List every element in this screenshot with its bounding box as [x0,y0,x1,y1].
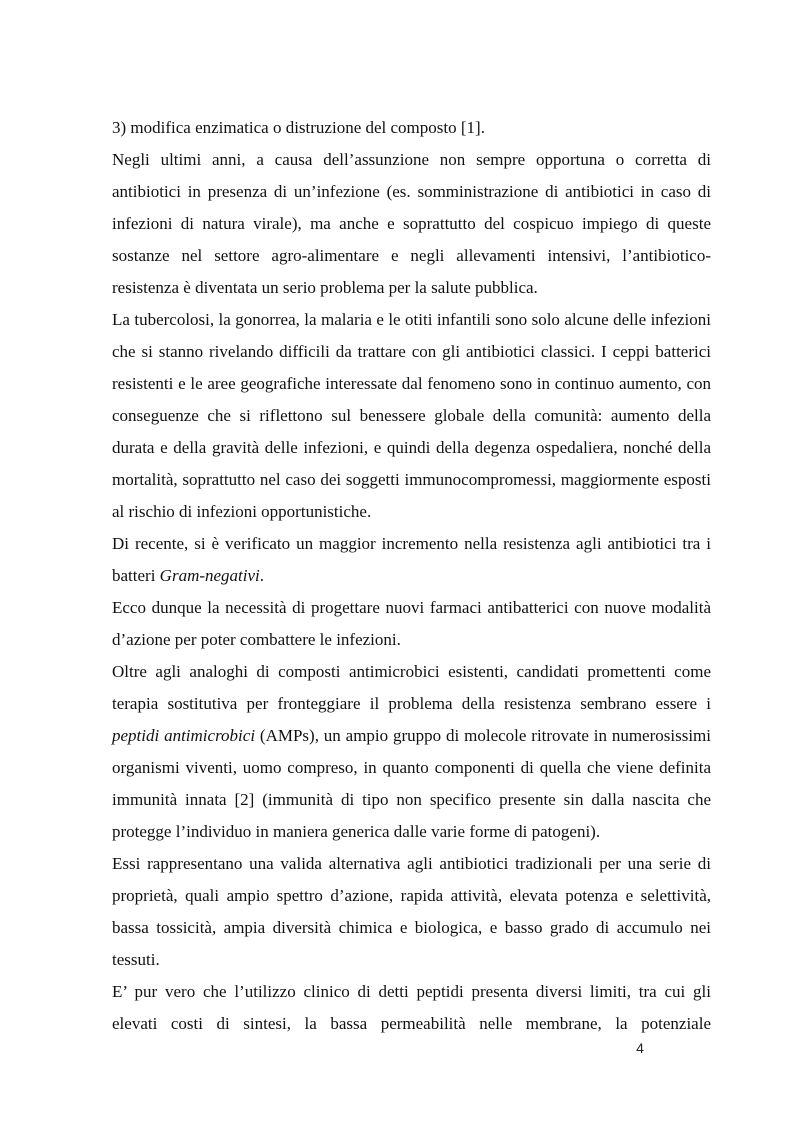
paragraph-8: E’ pur vero che l’utilizzo clinico di detti peptidi presenta diversi limiti, tra cui gli elevati costi di sintesi, la bassa permeabilità nelle membrane, la potenziale [112,982,711,1033]
paragraph-6-text: Oltre agli analoghi di composti antimicrobici esistenti, candidati promettenti come terapia sostitutiva per fronteggiare il problema della resistenza sembrano essere i [112,662,711,713]
paragraph-3: La tubercolosi, la gonorrea, la malaria e le otiti infantili sono solo alcune delle infezioni che si stanno rivelando difficili da trattare con gli antibiotici classici. I ceppi batterici resistenti e le aree geografiche interessate dal fenomeno sono in continuo aumento, con conseguenze che si riflettono sul benessere globale della comunità: aumento della durata e della gravità delle infezioni, e quindi della degenza ospedaliera, nonché della mortalità, soprattutto nel caso dei soggetti immunocompromessi, maggiormente esposti al rischio di infezioni opportunistiche. [112,310,711,521]
paragraph-4 [112,528,711,592]
peptidi-antimicrobici-term: peptidi antimicrobici [112,726,256,745]
paragraph-4-end: . [259,566,265,585]
paragraph-5: Ecco dunque la necessità di progettare nuovi farmaci antibatterici con nuove modalità d’azione per poter combattere le infezioni. [112,598,711,649]
paragraph-7: Essi rappresentano una valida alternativa agli antibiotici tradizionali per una serie di proprietà, quali ampio spettro d’azione, rapida attività, elevata potenza e selettività, bassa tossicità, ampia diversità chimica e biologica, e basso grado di accumulo nei tessuti. [112,854,711,969]
gram-negativi-term: Gram-negativi [159,566,260,585]
page-number: 4 [636,1040,644,1056]
paragraph-4-text: Di recente, si è verificato un maggior incremento nella resistenza agli antibiotici tra i batteri [112,534,711,585]
paragraph-2: Negli ultimi anni, a causa dell’assunzione non sempre opportuna o corretta di antibiotici in presenza di un’infezione (es. somministrazione di antibiotici in caso di infezioni di natura virale), ma anche e soprattutto del cospicuo impiego di queste sostanze nel settore agro-alimentare e negli allevamenti intensivi, l’antibiotico-resistenza è diventata un serio problema per la salute pubblica. [112,150,711,297]
document-body [112,112,711,1040]
paragraph-6-end: (AMPs), un ampio gruppo di molecole ritrovate in numerosissimi organismi viventi, uomo compreso, in quanto componenti di quella che viene definita immunità innata [2] (immunità di tipo non specifico presente sin dalla nascita che protegge l’individuo in maniera generica dalle varie forme di patogeni). [112,726,711,841]
paragraph-6 [112,656,711,848]
paragraph-1: 3) modifica enzimatica o distruzione del composto [1]. [112,118,485,137]
